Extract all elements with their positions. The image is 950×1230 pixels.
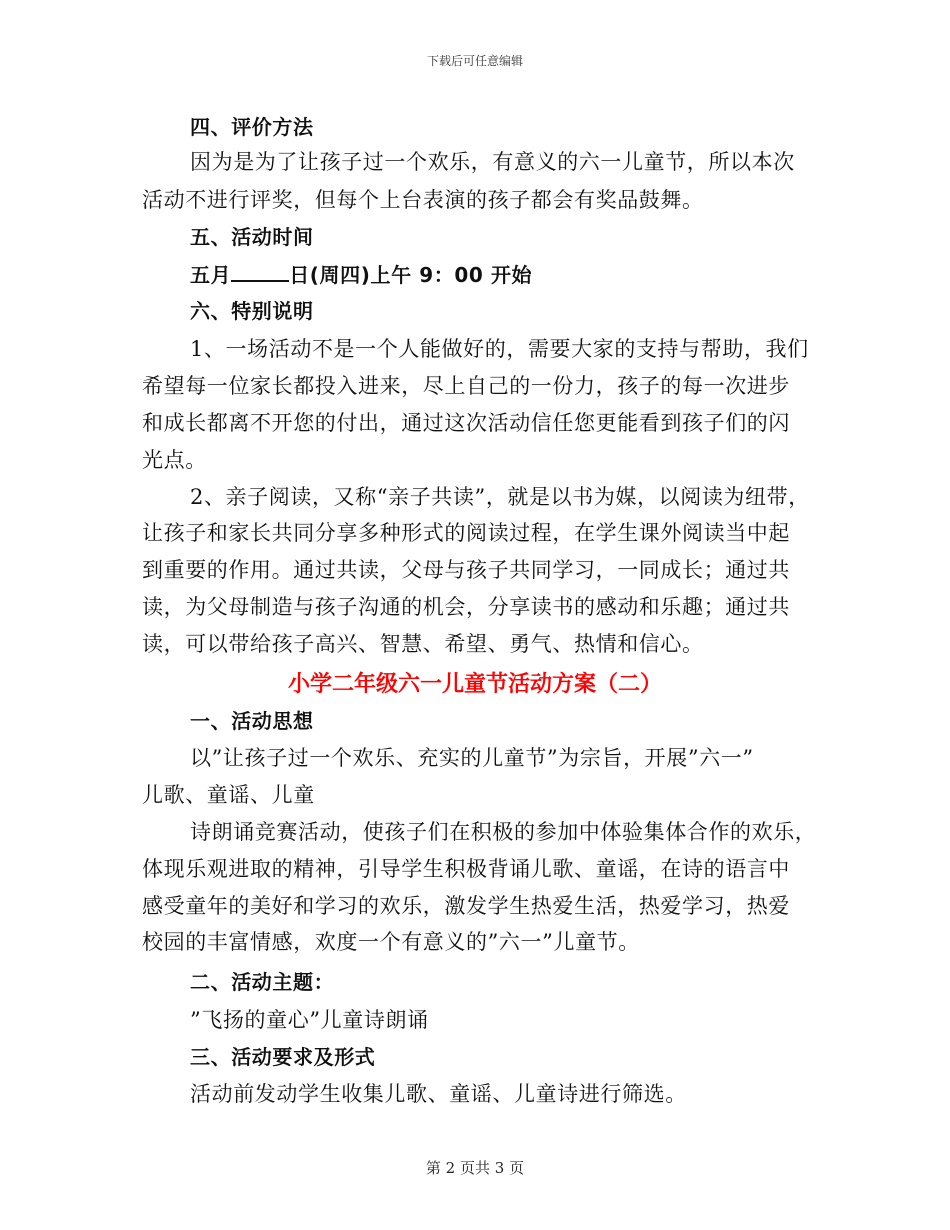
paragraph-line: 读，可以带给孩子高兴、智慧、希望、勇气、热情和信心。 [142, 632, 704, 656]
paragraph-line: 儿歌、童谣、儿童 [142, 783, 315, 807]
time-month: 五月 [190, 263, 232, 287]
paragraph-line: 光点。 [142, 448, 207, 472]
paragraph-line: 诗朗诵竞赛活动，使孩子们在积极的参加中体验集体合作的欢乐， [190, 820, 817, 844]
paragraph-line: 因为是为了让孩子过一个欢乐，有意义的六一儿童节，所以本次 [190, 150, 795, 174]
paragraph-line: 和成长都离不开您的付出，通过这次活动信任您更能看到孩子们的闪 [142, 411, 790, 435]
paragraph-line: 校园的丰富情感，欢度一个有意义的”六一”儿童节。 [142, 930, 640, 954]
paragraph-line: 以”让孩子过一个欢乐、充实的儿童节”为宗旨，开展”六一” [190, 746, 754, 770]
plan2-heading-3: 三、活动要求及形式 [190, 1045, 376, 1069]
paragraph-line: 活动前发动学生收集儿歌、童谣、儿童诗进行筛选。 [190, 1082, 687, 1106]
paragraph-line: 2、亲子阅读，又称“亲子共读”，就是以书为媒，以阅读为纽带， [190, 485, 810, 509]
activity-time [190, 260, 532, 290]
paragraph-line: 到重要的作用。通过共读，父母与孩子共同学习，一同成长；通过共 [142, 558, 790, 582]
section-6-heading: 六、特别说明 [190, 299, 314, 323]
paragraph-line: 希望每一位家长都投入进来，尽上自己的一份力，孩子的每一次进步 [142, 374, 790, 398]
section-5-heading: 五、活动时间 [190, 225, 314, 249]
time-detail: 日(周四)上午 9：00 开始 [289, 263, 533, 287]
paragraph-line: 体现乐观进取的精神，引导学生积极背诵儿歌、童谣，在诗的语言中 [142, 857, 790, 881]
paragraph-line: 让孩子和家长共同分享多种形式的阅读过程，在学生课外阅读当中起 [142, 521, 790, 545]
section-4-heading: 四、评价方法 [190, 115, 314, 139]
paragraph-line: 感受童年的美好和学习的欢乐，激发学生热爱生活，热爱学习，热爱 [142, 894, 790, 918]
plan2-heading-1: 一、活动思想 [190, 709, 314, 733]
paragraph-line: ”飞扬的童心”儿童诗朗诵 [190, 1008, 429, 1032]
document-title: 小学二年级六一儿童节活动方案（二） [287, 672, 662, 697]
page-number: 第 2 页共 3 页 [425, 1159, 525, 1177]
paragraph-line: 活动不进行评奖，但每个上台表演的孩子都会有奖品鼓舞。 [142, 188, 704, 212]
plan2-heading-2: 二、活动主题： [190, 970, 335, 994]
header-note: 下载后可任意编辑 [426, 54, 523, 68]
date-blank [231, 262, 289, 282]
paragraph-line: 读，为父母制造与孩子沟通的机会，分享读书的感动和乐趣；通过共 [142, 595, 790, 619]
paragraph-line: 1、一场活动不是一个人能做好的，需要大家的支持与帮助，我们 [190, 337, 809, 361]
